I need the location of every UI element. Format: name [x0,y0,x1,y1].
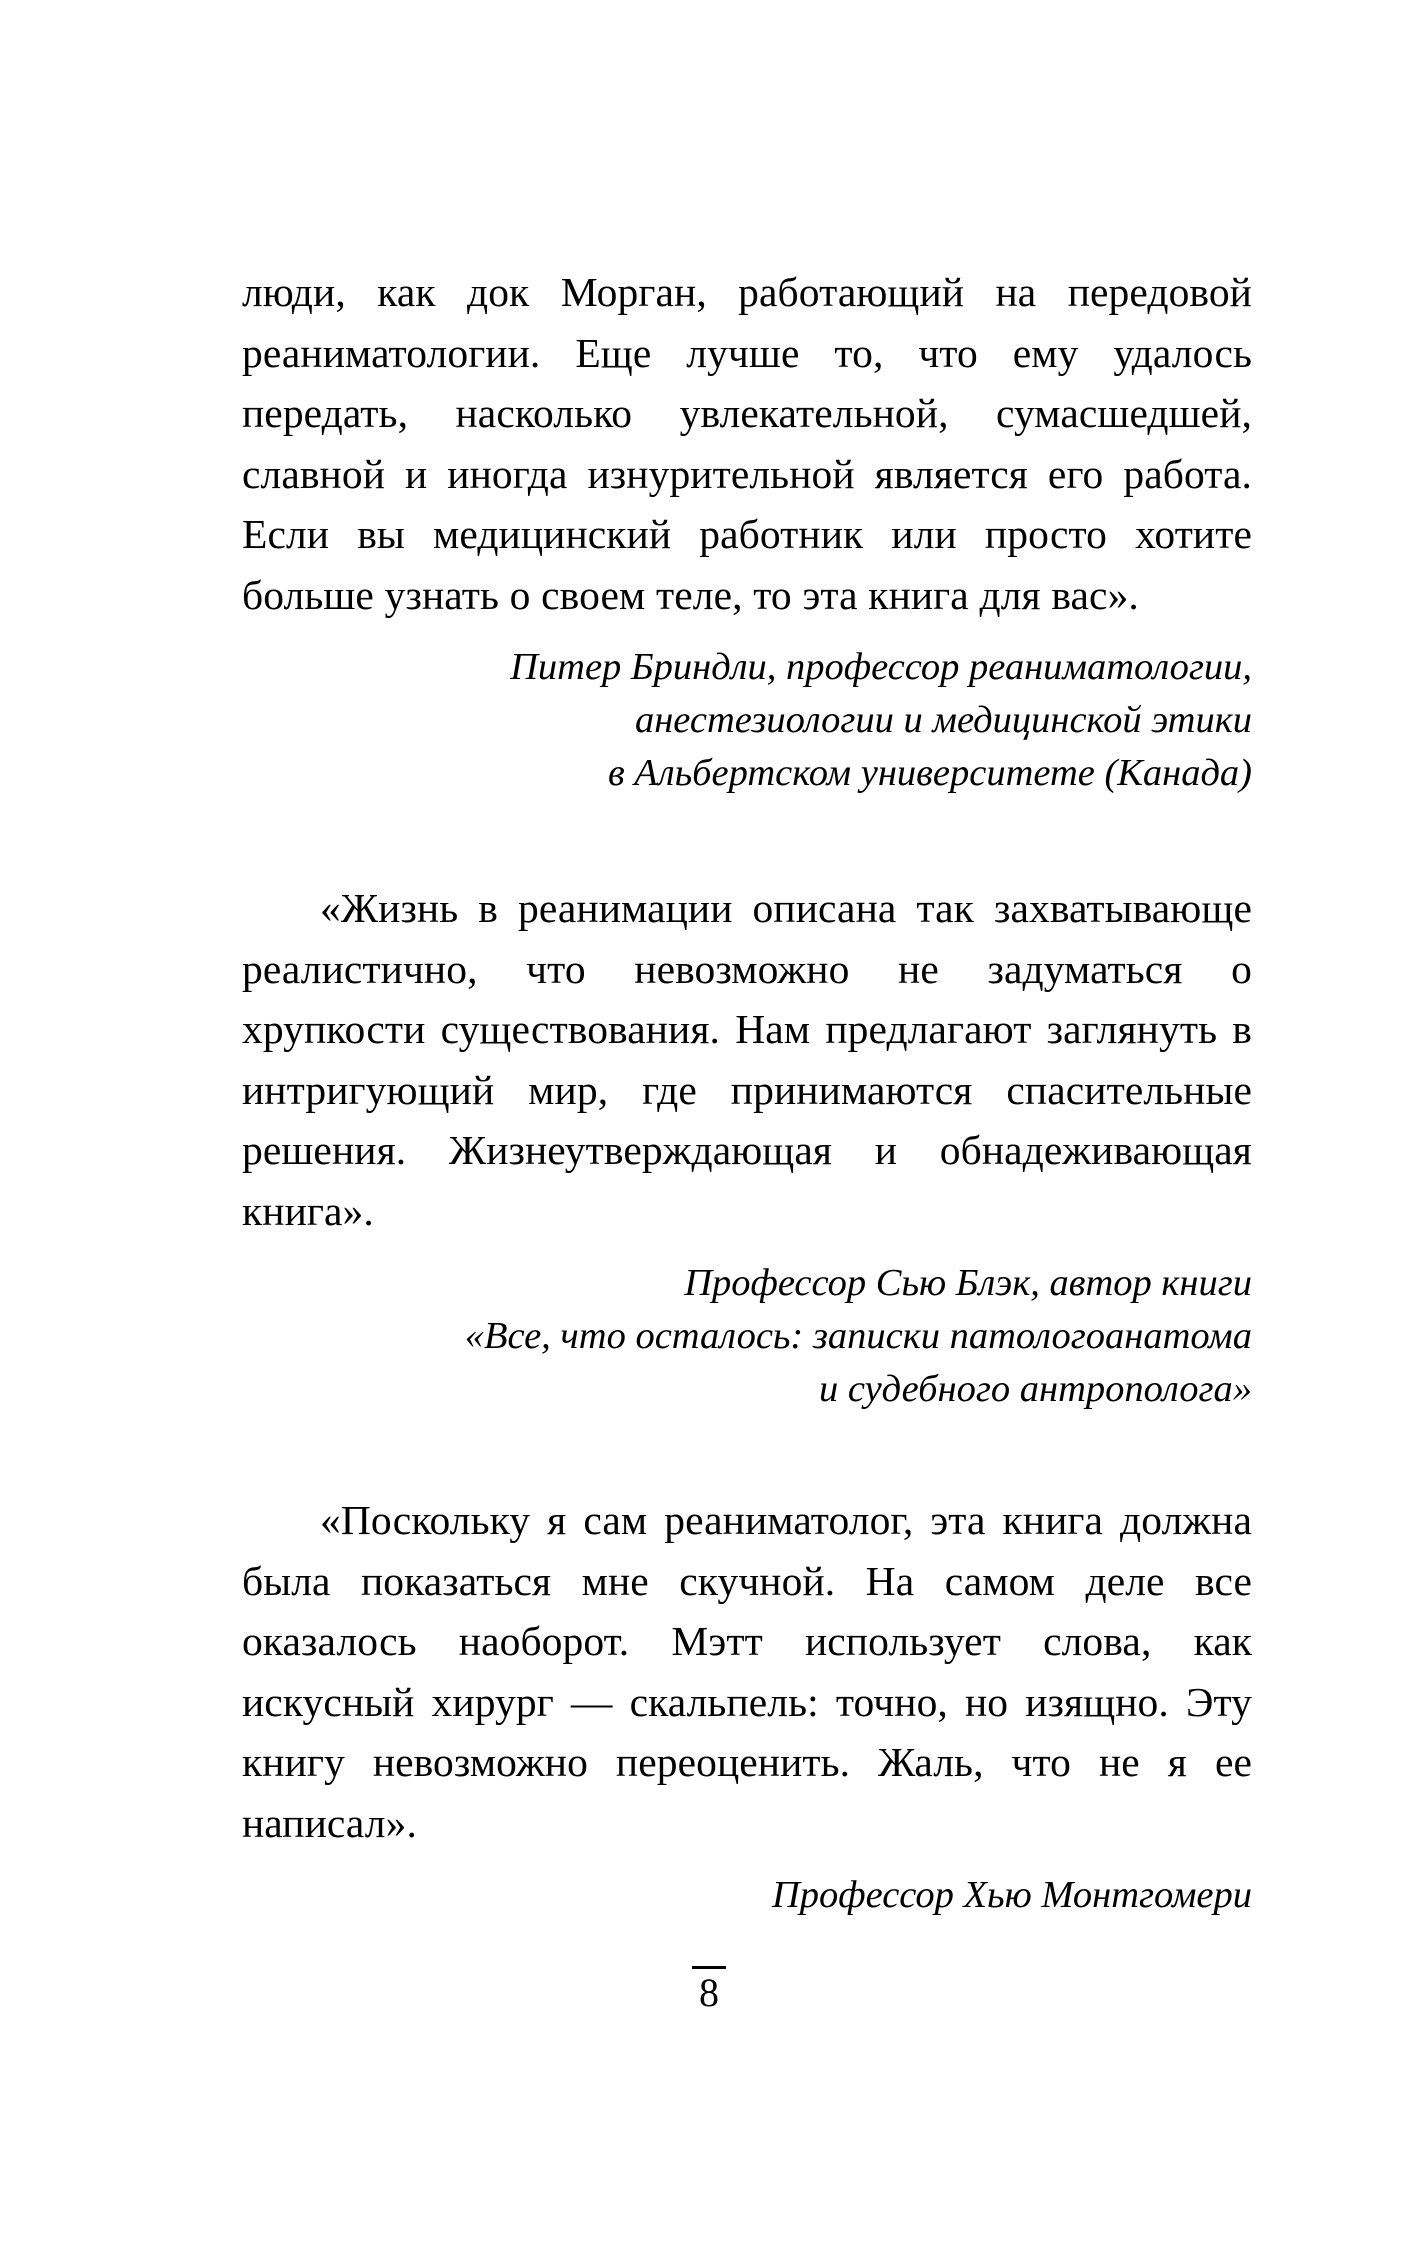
quote-paragraph-1: люди, как док Морган, работающий на передовой реаниматологии. Еще лучше то, что ему удалось передать, насколько увлекательной, сумасшедшей, славной и иногда изнурительной является его работа. Если вы медицинский работник или просто хотите больше узнать о своем теле, то эта книга для вас». [242,269,1252,618]
attribution-line: Питер Бриндли, профессор реаниматологии, [510,646,1252,688]
attribution-line: анестезиологии и медицинской этики [634,699,1252,741]
attribution-block-1 [242,641,1252,800]
spacer [242,1416,1252,1490]
attribution-line: «Все, что осталось: записки патологоанатома [464,1315,1252,1357]
attribution-block-2 [242,1257,1252,1416]
page-number: 8 [699,1970,719,2015]
attribution-line: Профессор Сью Блэк, автор книги [684,1262,1252,1304]
spacer [242,800,1252,878]
quote-paragraph-3: «Поскольку я сам реаниматолог, эта книга должна была показаться мне скучной. На самом деле все оказалось наоборот. Мэтт использует слова, как искусный хирург — скальпель: точно, но изящно. Эту книгу невозможно переоценить. Жаль, что не я ее написал». [242,1497,1252,1846]
spacer [242,1853,1252,1869]
attribution-line: и судебного антрополога» [818,1368,1252,1410]
attribution-line: Профессор Хью Монтгомери [771,1874,1252,1916]
page-footer [0,1966,1418,2015]
quote-paragraph-2: «Жизнь в реанимации описана так захватывающе реалистично, что невозможно не задуматься о хрупкости существования. Нам предлагают заглянуть в интригующий мир, где принимаются спасительные решения. Жизнеутверждающая и обнадеживающая книга». [242,885,1252,1234]
page-content-column [242,262,1252,1922]
spacer [242,625,1252,641]
attribution-line: в Альбертском университете (Канада) [607,752,1252,794]
attribution-block-3 [242,1869,1252,1922]
page-number-rule [692,1966,726,1969]
spacer [242,1241,1252,1257]
